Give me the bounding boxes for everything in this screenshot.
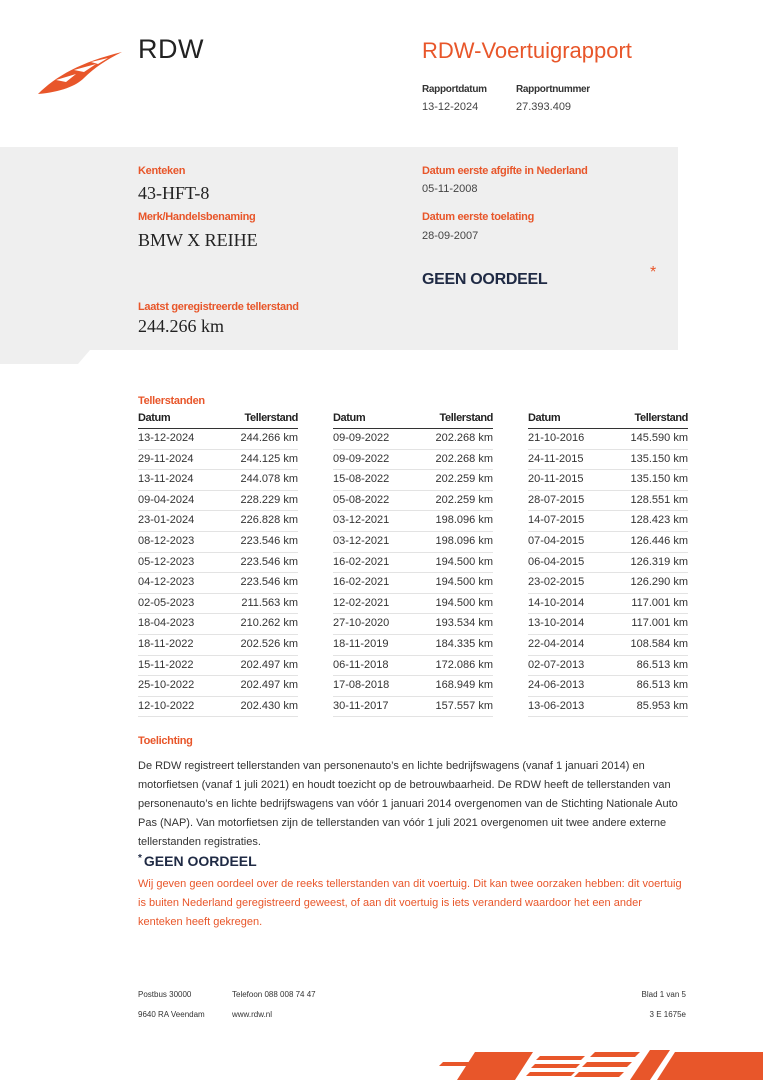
reading-row	[528, 676, 688, 697]
reading-value: 223.546 km	[240, 576, 298, 589]
plate-label: Kenteken	[138, 165, 186, 177]
reading-row	[333, 532, 493, 553]
reading-row	[333, 573, 493, 594]
reading-date: 16-02-2021	[333, 576, 390, 589]
reading-date: 29-11-2024	[138, 452, 194, 465]
report-number: 27.393.409	[516, 101, 572, 113]
report-number-label: Rapportnummer	[516, 84, 590, 95]
reading-value: 86.513 km	[636, 658, 688, 671]
reading-value: 128.551 km	[630, 493, 688, 506]
reading-date: 07-04-2015	[528, 534, 585, 547]
verdict-star: *	[650, 264, 657, 281]
reading-row	[138, 614, 298, 635]
verdict-badge: GEEN OORDEEL	[422, 271, 548, 288]
reading-row	[528, 697, 688, 718]
footer-page: Blad 1 van 5	[641, 990, 686, 999]
col-date-header: Datum	[138, 412, 171, 424]
reading-date: 24-06-2013	[528, 679, 585, 692]
col-value-header: Tellerstand	[634, 412, 688, 424]
reading-value: 211.563 km	[241, 596, 298, 609]
reading-row	[528, 532, 688, 553]
reading-value: 202.268 km	[435, 432, 493, 444]
rdw-logo-icon	[36, 50, 126, 98]
reading-row	[333, 656, 493, 677]
reading-date: 30-11-2017	[333, 699, 389, 712]
reading-date: 15-08-2022	[333, 473, 390, 486]
reading-value: 86.513 km	[636, 679, 688, 692]
reading-row	[528, 656, 688, 677]
reading-date: 18-04-2023	[138, 617, 195, 630]
reading-value: 157.557 km	[435, 699, 493, 712]
reading-row	[138, 676, 298, 697]
footer-code: 3 E 1675e	[649, 1010, 686, 1019]
reading-row	[333, 511, 493, 532]
reading-row	[138, 532, 298, 553]
reading-value: 194.500 km	[435, 576, 493, 589]
reading-value: 202.526 km	[240, 637, 298, 650]
reading-date: 06-11-2018	[333, 658, 389, 671]
footer-phone: Telefoon 088 008 74 47	[232, 990, 316, 999]
reading-date: 03-12-2021	[333, 534, 390, 547]
reading-date: 05-08-2022	[333, 493, 390, 506]
col-value-header: Tellerstand	[244, 412, 298, 424]
reading-row	[138, 429, 298, 450]
reading-row	[333, 553, 493, 574]
reading-row	[333, 697, 493, 718]
readings-header	[333, 412, 493, 429]
reading-value: 193.534 km	[435, 617, 493, 630]
verdict-explanation-heading: GEEN OORDEEL	[143, 853, 257, 869]
reading-row	[138, 656, 298, 677]
first-nl-value: 05-11-2008	[422, 183, 478, 195]
reading-value: 202.430 km	[240, 699, 298, 712]
reading-row	[333, 491, 493, 512]
reading-value: 198.096 km	[435, 534, 493, 547]
reading-value: 194.500 km	[435, 596, 493, 609]
vehicle-panel	[0, 147, 678, 350]
reading-value: 172.086 km	[435, 658, 493, 671]
reading-row	[138, 594, 298, 615]
panel-notch	[0, 350, 90, 364]
readings-title: Tellerstanden	[138, 395, 205, 407]
odometer-label: Laatst geregistreerde tellerstand	[138, 301, 299, 313]
reading-date: 14-10-2014	[528, 596, 585, 609]
first-nl-label: Datum eerste afgifte in Nederland	[422, 165, 588, 177]
reading-value: 202.259 km	[435, 473, 493, 486]
reading-date: 17-08-2018	[333, 679, 390, 692]
make-label: Merk/Handelsbenaming	[138, 211, 256, 223]
explanation-text: De RDW registreert tellerstanden van personenauto’s en lichte bedrijfswagens (vanaf 1 januari 2014) en motorfietsen (vanaf 1 juli 2021) en houdt toezicht op de betrouwbaarheid. De RDW heeft de tellerstanden van personenauto’s en lichte bedrijfswagens van vóór 1 januari 2014 overgenomen van de Stichting Nationale Auto Pas (NAP). Van motorfietsen zijn de tellerstanden van vóór 1 juli 2021 overgenomen uit twee andere externe tellerstanden registraties.	[138, 760, 678, 848]
reading-date: 12-02-2021	[333, 596, 390, 609]
reading-date: 03-12-2021	[333, 514, 390, 527]
reading-date: 08-12-2023	[138, 534, 195, 547]
reading-row	[138, 635, 298, 656]
reading-row	[528, 553, 688, 574]
reading-value: 202.259 km	[435, 493, 493, 506]
reading-date: 28-07-2015	[528, 493, 585, 506]
reading-date: 27-10-2020	[333, 617, 390, 630]
reading-row	[528, 614, 688, 635]
reading-value: 135.150 km	[630, 452, 688, 465]
reading-row	[528, 429, 688, 450]
reading-value: 184.335 km	[435, 637, 493, 650]
verdict-explanation-title	[138, 853, 257, 869]
reading-date: 22-04-2014	[528, 637, 585, 650]
reading-row	[333, 594, 493, 615]
footer-address-1: Postbus 30000	[138, 990, 192, 999]
odometer-value: 244.266 km	[138, 316, 225, 336]
reading-date: 13-12-2024	[138, 432, 195, 444]
reading-value: 202.497 km	[240, 658, 298, 671]
reading-row	[333, 450, 493, 471]
reading-row	[528, 450, 688, 471]
reading-row	[138, 450, 298, 471]
col-date-header: Datum	[528, 412, 561, 424]
reading-value: 202.497 km	[240, 679, 298, 692]
reading-value: 108.584 km	[630, 637, 688, 650]
reading-date: 20-11-2015	[528, 473, 584, 486]
reading-date: 02-07-2013	[528, 658, 585, 671]
reading-value: 244.266 km	[240, 432, 298, 444]
reading-row	[138, 573, 298, 594]
reading-row	[528, 491, 688, 512]
reading-row	[138, 470, 298, 491]
reading-date: 23-02-2015	[528, 576, 585, 589]
reading-date: 05-12-2023	[138, 555, 195, 568]
reading-value: 117.001 km	[631, 596, 688, 609]
reading-value: 126.446 km	[630, 534, 688, 547]
readings-table-2	[333, 412, 493, 717]
reading-date: 21-10-2016	[528, 432, 585, 444]
reading-value: 228.229 km	[240, 493, 298, 506]
reading-value: 128.423 km	[630, 514, 688, 527]
reading-value: 244.125 km	[240, 452, 298, 465]
reading-date: 13-11-2024	[138, 473, 194, 486]
reading-value: 126.319 km	[630, 555, 688, 568]
reading-date: 24-11-2015	[528, 452, 584, 465]
reading-row	[333, 614, 493, 635]
reading-row	[528, 511, 688, 532]
reading-value: 168.949 km	[435, 679, 493, 692]
reading-date: 14-07-2015	[528, 514, 585, 527]
reading-date: 02-05-2023	[138, 596, 195, 609]
reading-value: 198.096 km	[435, 514, 493, 527]
reading-value: 223.546 km	[240, 555, 298, 568]
readings-header	[528, 412, 688, 429]
reading-row	[333, 470, 493, 491]
footer-web[interactable]: www.rdw.nl	[232, 1010, 273, 1019]
reading-date: 13-06-2013	[528, 699, 585, 712]
reading-value: 126.290 km	[630, 576, 688, 589]
readings-table-1	[138, 412, 298, 717]
reading-row	[333, 429, 493, 450]
footer-address-2: 9640 RA Veendam	[138, 1010, 205, 1019]
reading-value: 202.268 km	[435, 452, 493, 465]
reading-date: 15-11-2022	[138, 658, 194, 671]
reading-date: 18-11-2022	[138, 637, 194, 650]
reading-date: 09-09-2022	[333, 432, 390, 444]
explanation-title: Toelichting	[138, 735, 193, 747]
reading-date: 09-04-2024	[138, 493, 195, 506]
reading-row	[138, 697, 298, 718]
reading-row	[528, 594, 688, 615]
reading-date: 04-12-2023	[138, 576, 195, 589]
reading-value: 210.262 km	[240, 617, 298, 630]
make-value: BMW X REIHE	[138, 230, 258, 250]
reading-row	[138, 491, 298, 512]
first-admission-label: Datum eerste toelating	[422, 211, 534, 223]
brand-name: RDW	[138, 34, 204, 64]
col-value-header: Tellerstand	[439, 412, 493, 424]
reading-value: 85.953 km	[636, 699, 688, 712]
reading-value: 117.001 km	[631, 617, 688, 630]
reading-row	[528, 470, 688, 491]
reading-row	[528, 573, 688, 594]
reading-date: 13-10-2014	[528, 617, 585, 630]
reading-date: 25-10-2022	[138, 679, 195, 692]
first-admission-value: 28-09-2007	[422, 230, 479, 242]
reading-value: 244.078 km	[240, 473, 298, 486]
readings-table-3	[528, 412, 688, 717]
reading-row	[528, 635, 688, 656]
reading-date: 09-09-2022	[333, 452, 390, 465]
reading-date: 23-01-2024	[138, 514, 195, 527]
report-title: RDW-Voertuigrapport	[422, 38, 632, 63]
reading-row	[138, 553, 298, 574]
report-date-label: Rapportdatum	[422, 84, 487, 95]
reading-row	[333, 635, 493, 656]
plate-value: 43-HFT-8	[138, 183, 210, 203]
reading-value: 194.500 km	[435, 555, 493, 568]
verdict-explanation-star: *	[138, 853, 142, 864]
reading-row	[333, 676, 493, 697]
reading-date: 12-10-2022	[138, 699, 195, 712]
report-date: 13-12-2024	[422, 101, 479, 113]
footer-stripes-decoration	[435, 1048, 763, 1080]
verdict-explanation-text: Wij geven geen oordeel over de reeks tellerstanden van dit voertuig. Dit kan twee oorzaken hebben: dit voertuig is buiten Nederland geregistreerd geweest, of aan dit voertuig is iets veranderd waardoor het een ander kenteken heeft gekregen.	[138, 878, 682, 928]
reading-date: 06-04-2015	[528, 555, 585, 568]
reading-date: 18-11-2019	[333, 637, 389, 650]
reading-date: 16-02-2021	[333, 555, 390, 568]
reading-value: 145.590 km	[630, 432, 688, 444]
reading-value: 226.828 km	[240, 514, 298, 527]
col-date-header: Datum	[333, 412, 366, 424]
reading-value: 223.546 km	[240, 534, 298, 547]
reading-row	[138, 511, 298, 532]
reading-value: 135.150 km	[630, 473, 688, 486]
readings-header	[138, 412, 298, 429]
